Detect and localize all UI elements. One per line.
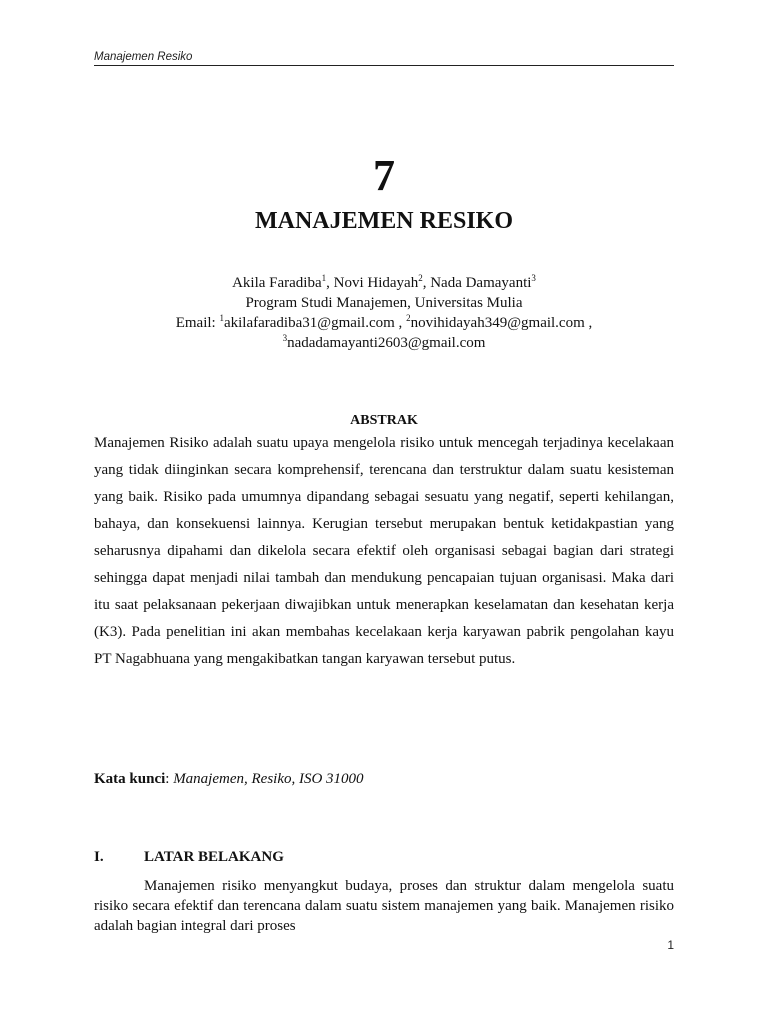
email-1: akilafaradiba31@gmail.com , (223, 315, 407, 331)
section-body: Manajemen risiko menyangkut budaya, proses dan struktur dalam mengelola suatu risiko secara efektif dan terencana dalam suatu sistem manajemen yang baik. Manajemen risiko adalah bagian integral dari proses (94, 878, 674, 934)
author-1: Akila Faradiba (232, 275, 322, 291)
section-heading (94, 847, 674, 867)
chapter-number: 7 (373, 151, 395, 200)
author-1-sup: 1 (321, 273, 327, 283)
abstract-heading: ABSTRAK (350, 413, 418, 428)
email-label: Email: (175, 315, 220, 331)
page-number: 1 (667, 938, 674, 952)
author-2: , Novi Hidayah (326, 275, 419, 291)
email-2: novihidayah349@gmail.com , (410, 315, 593, 331)
keywords-values: Manajemen, Resiko, ISO 31000 (173, 771, 364, 787)
section-title: LATAR BELAKANG (144, 849, 284, 865)
keywords-line (94, 768, 674, 790)
author-3: , Nada Damayanti (422, 275, 532, 291)
email-line (0, 313, 768, 333)
keywords-label: Kata kunci (94, 771, 166, 787)
abstract-body: Manajemen Risiko adalah suatu upaya mengelola risiko untuk mencegah terjadinya kecelakaan yang tidak diinginkan secara komprehensif, terencana dan terstruktur dalam suatu kesisteman yang baik. Risiko pada umumnya dipandang sebagai sesuatu yang negatif, seperti kehilangan, bahaya, dan konsekuensi lainnya. Kerugian tersebut merupakan bentuk ketidakpastian yang seharusnya dipahami dan dikelola secara efektif oleh organisasi sebagai bagian dari strategi sehingga dapat menjadi nilai tambah dan mendukung pencapaian tujuan organisasi. Maka dari itu saat pelaksanaan pekerjaan diwajibkan untuk menerapkan keselamatan dan kesehatan kerja (K3). Pada penelitian ini akan membahas kecelakaan kerja karyawan pabrik pengolahan kayu PT Nagabhuana yang mengakibatkan tangan karyawan tersebut putus. (94, 435, 674, 667)
author-2-sup: 2 (418, 273, 423, 283)
email-3: nadadamayanti2603@gmail.com (287, 335, 486, 351)
affiliation: Program Studi Manajemen, Universitas Mulia (245, 295, 523, 311)
running-header: Manajemen Resiko (94, 51, 674, 66)
author-line (0, 273, 768, 293)
section-number: I. (94, 849, 104, 865)
keywords-colon: : (165, 771, 174, 787)
email-3-sup: 3 (282, 333, 288, 343)
authors-block (0, 273, 768, 353)
email-line-2 (0, 333, 768, 353)
chapter-title: MANAJEMEN RESIKO (254, 208, 513, 234)
email-1-sup: 1 (219, 313, 224, 323)
email-2-sup: 2 (406, 313, 411, 323)
author-3-sup: 3 (531, 273, 536, 283)
